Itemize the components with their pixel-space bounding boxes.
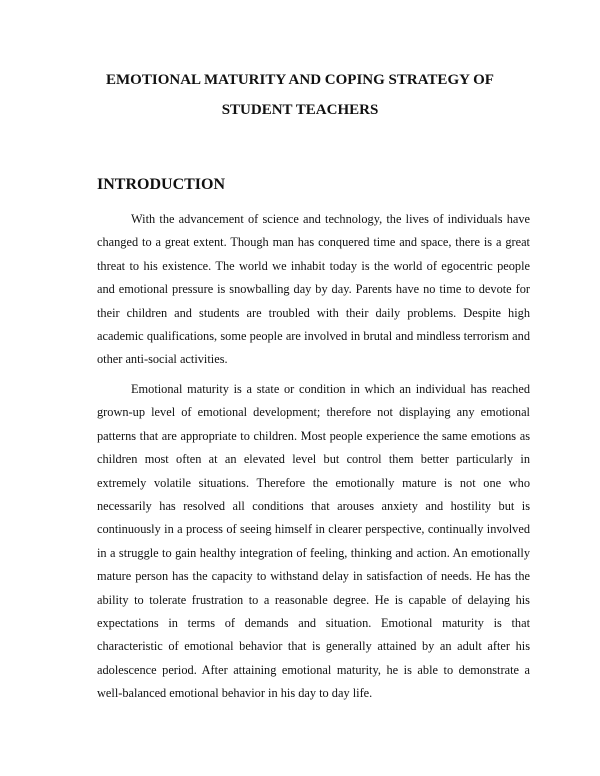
paragraph-2: Emotional maturity is a state or condition in which an individual has reached grown-up level of emotional development; therefore not displaying any emotional patterns that are appropriate to children. Most people experience the same emotions as children most often at an elevated level but control them better particularly in extremely volatile situations. Therefore the emotionally mature is not one who necessarily has resolved all conditions that arouses anxiety and hostility but is continuously in a process of seeing himself in clearer perspective, continually involved in a struggle to gain healthy integration of feeling, thinking and action. An emotionally mature person has the capacity to withstand delay in satisfaction of needs. He has the ability to tolerate frustration to a reasonable degree. He is capable of delaying his expectations in terms of demands and situation. Emotional maturity is that characteristic of emotional behavior that is generally attained by an adult after his adolescence period. After attaining emotional maturity, he is able to demonstrate a well-balanced emotional behavior in his day to day life. (97, 382, 530, 701)
section-heading-introduction: INTRODUCTION (97, 176, 226, 193)
document-title-line-1: EMOTIONAL MATURITY AND COPING STRATEGY OF (106, 72, 494, 88)
paragraph-1: With the advancement of science and technology, the lives of individuals have changed to a great extent. Though man has conquered time and space, there is a great threat to his existence. The world we inhabit today is the world of egocentric people and emotional pressure is snowballing day by day. Parents have no time to devote for their children and students are troubled with their daily problems. Despite high academic qualifications, some people are involved in brutal and mindless terrorism and other anti-social activities. (97, 212, 530, 367)
document-title-line-2: STUDENT TEACHERS (221, 102, 379, 118)
